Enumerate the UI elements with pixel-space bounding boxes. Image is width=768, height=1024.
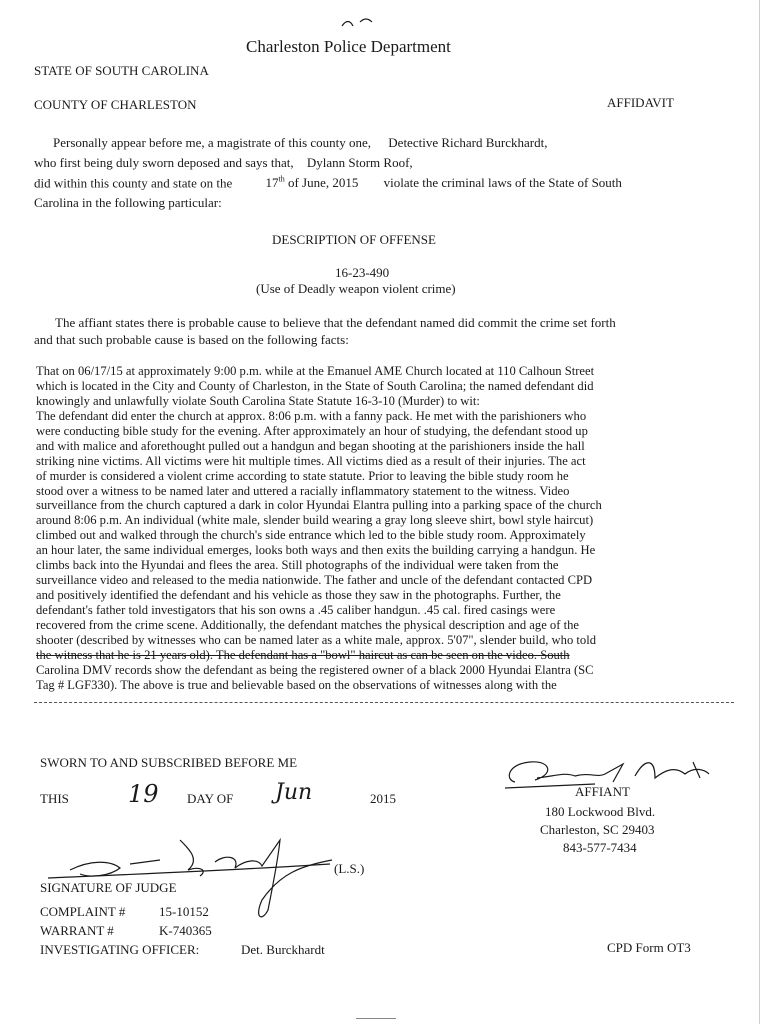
- affiant-address-1: 180 Lockwood Blvd.: [545, 804, 656, 819]
- county-line: COUNTY OF CHARLESTON: [34, 97, 197, 112]
- day-of-label: DAY OF: [187, 791, 234, 806]
- facts-line: which is located in the City and County of Charleston, in the State of South Carolina; the named defendant did: [36, 378, 594, 393]
- complaint-number: 15-10152: [159, 904, 209, 919]
- intro-text: violate the criminal laws of the State of South: [383, 175, 622, 191]
- date-rest: of June, 2015: [284, 175, 359, 191]
- offense-name: (Use of Deadly weapon violent crime): [256, 281, 456, 296]
- intro-text: who first being duly sworn deposed and says that,: [34, 155, 294, 170]
- facts-line: of murder is considered a violent crime according to state statute. Prior to leaving the bible study room he: [36, 468, 569, 483]
- date-suffix: th: [278, 175, 285, 184]
- intro-line-3: [34, 175, 622, 191]
- intro-text: did within this county and state on the: [34, 175, 233, 191]
- facts-line: climbed out and walked through the church's side entrance which led to the bible study room. Approximately: [36, 528, 586, 543]
- intro-text: Personally appear before me, a magistrate of this county one,: [53, 135, 372, 150]
- affiant-address-2: Charleston, SC 29403: [540, 822, 655, 837]
- facts-paragraph: [36, 364, 688, 693]
- facts-line: were conducting bible study for the evening. After approximately an hour of studying, the defendant stood up: [36, 423, 588, 438]
- officer-label: INVESTIGATING OFFICER:: [40, 942, 200, 957]
- facts-line: knowingly and unlawfully violate South Carolina State Statute 16-3-10 (Murder) to wit:: [36, 393, 480, 408]
- officer-name-footer: Det. Burckhardt: [241, 942, 325, 957]
- facts-line: the witness that he is 21 years old). The defendant has a "bowl" haircut as can be seen on the video. South: [36, 647, 570, 662]
- doc-type: AFFIDAVIT: [607, 95, 674, 110]
- sworn-year: 2015: [370, 791, 396, 806]
- facts-line: defendant's father told investigators that his son owns a .45 caliber handgun. .45 cal. fired casings were: [36, 603, 556, 617]
- probable-cause-line-1: The affiant states there is probable cause to believe that the defendant named did commit the crime set forth: [55, 315, 616, 330]
- handwritten-month: Jun: [275, 780, 313, 805]
- defendant-name: Dylann Storm Roof,: [306, 155, 413, 170]
- facts-line: recovered from the crime scene. Additionally, the defendant matches the physical description and age of the: [36, 617, 579, 632]
- facts-line: stood over a witness to be named later and uttered a racially inflammatory statement to the witness. Video: [36, 483, 570, 498]
- facts-line: The defendant did enter the church at approx. 8:06 p.m. with a fanny pack. He met with the parishioners who: [36, 408, 587, 423]
- this-label: THIS: [40, 791, 69, 806]
- facts-line: Tag # LGF330). The above is true and believable based on the observations of witnesses along with the: [36, 677, 557, 692]
- warrant-number: K-740365: [159, 923, 212, 938]
- intro-line-2: [34, 155, 413, 171]
- facts-line: surveillance video and released to the media nationwide. The father and uncle of the defendant contacted CPD: [36, 573, 593, 588]
- scan-mark: [340, 16, 380, 32]
- facts-line: and positively identified the defendant and his vehicle as those they saw in the photographs. Further, the: [36, 588, 561, 603]
- offense-heading: DESCRIPTION OF OFFENSE: [272, 232, 436, 247]
- facts-line: striking nine victims. All victims were hit multiple times. All victims died as a result of their injuries. The act: [36, 453, 586, 468]
- facts-line: Carolina DMV records show the defendant as being the registered owner of a black 2000 Hyundai Elantra (SC: [36, 662, 594, 677]
- handwritten-day: 19: [128, 780, 159, 808]
- sworn-label: SWORN TO AND SUBSCRIBED BEFORE ME: [40, 755, 298, 770]
- affiant-label: AFFIANT: [575, 784, 630, 799]
- offense-date: [265, 175, 358, 190]
- affiant-phone: 843-577-7434: [563, 840, 637, 855]
- warrant-label: WARRANT #: [40, 923, 114, 938]
- officer-name: Detective Richard Burckhardt,: [388, 135, 548, 150]
- form-number: CPD Form OT3: [607, 940, 691, 955]
- complaint-label: COMPLAINT #: [40, 904, 126, 919]
- ls-label: (L.S.): [334, 861, 365, 876]
- judge-signature-label: SIGNATURE OF JUDGE: [40, 880, 177, 895]
- dashed-rule: [34, 702, 734, 703]
- scan-mark-bottom: [356, 1018, 396, 1019]
- facts-line: shooter (described by witnesses who can be named later as a white male, approx. 5'07", slender build, who told: [36, 632, 596, 647]
- facts-line: around 8:06 p.m. An individual (white male, slender build wearing a gray long sleeve shirt, bowl style haircut): [36, 513, 594, 528]
- intro-line-4: Carolina in the following particular:: [34, 195, 222, 210]
- scan-edge-line: [759, 0, 760, 1024]
- facts-line: and with malice and aforethought pulled out a handgun and began shooting at the parishioners inside the hall: [36, 438, 585, 453]
- facts-line: surveillance from the church captured a dark in color Hyundai Elantra pulling into a parking space of the church: [36, 498, 602, 513]
- offense-code: 16-23-490: [335, 265, 390, 280]
- facts-line: That on 06/17/15 at approximately 9:00 p.m. while at the Emanuel AME Church located at 110 Calhoun Street: [36, 364, 595, 378]
- date-day: 17: [265, 175, 279, 191]
- intro-line-1: [53, 135, 547, 151]
- department-title: Charleston Police Department: [246, 37, 451, 56]
- state-line: STATE OF SOUTH CAROLINA: [34, 63, 209, 78]
- facts-line: climbs back into the Hyundai and flees the area. Still photographs of the individual were taken from the: [36, 558, 559, 573]
- probable-cause-line-2: and that such probable cause is based on the following facts:: [34, 332, 349, 347]
- facts-line: an hour later, the same individual emerges, looks both ways and then exits the building carrying a handgun. He: [36, 543, 596, 558]
